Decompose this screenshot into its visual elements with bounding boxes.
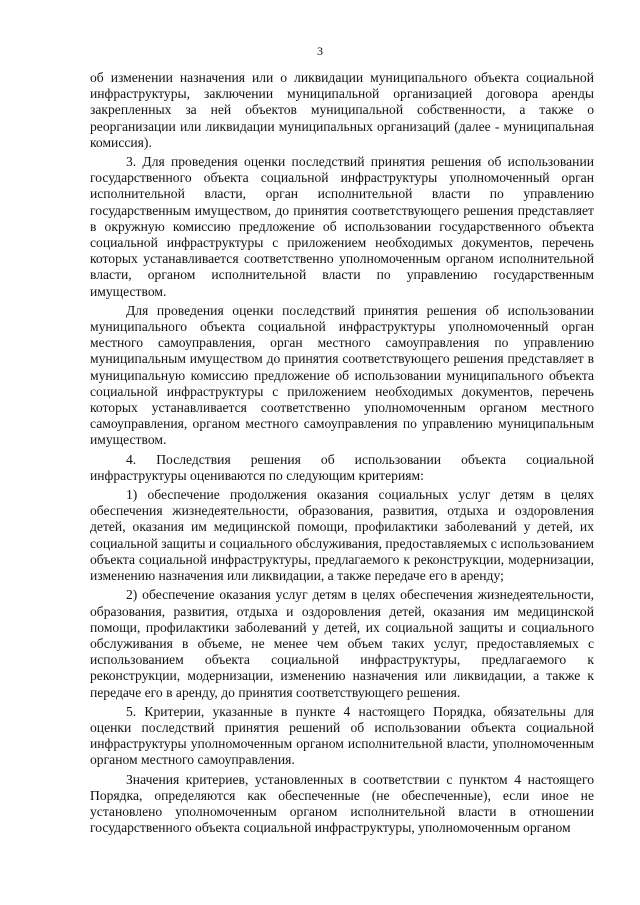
paragraph-continuation: об изменении назначения или о ликвидации муниципального объекта социальной инфраструктуры, заключении муниципальной организацией договора аренды закрепленных за ней объектов муниципальной собственности, а также о реорганизации или ликвидации муниципальных организаций (далее - муниципальная комиссия). [90, 70, 594, 150]
paragraph-item-5: 5. Критерии, указанные в пункте 4 настоящего Порядка, обязательны для оценки последствий принятия решений об использовании объекта социальной инфраструктуры уполномоченным органом исполнительной власти, уполномоченным органом местного самоуправления. [90, 703, 594, 768]
paragraph-item-4: 4. Последствия решения об использовании объекта социальной инфраструктуры оцениваются по следующим критериям: [90, 451, 594, 483]
document-body [90, 70, 594, 839]
paragraph-criterion-1: 1) обеспечение продолжения оказания социальных услуг детям в целях обеспечения жизнедеятельности, образования, развития, отдыха и оздоровления детей, оказания им медицинской помощи, профилактики заболеваний у детей, их социальной защиты и социального обслуживания, предоставляемых с использованием объекта социальной инфраструктуры, предлагаемого к реконструкции, модернизации, изменению назначения или ликвидации, а также передаче его в аренду; [90, 487, 594, 584]
page-number: 3 [317, 44, 323, 58]
paragraph-item-3-municipal: Для проведения оценки последствий принятия решения об использовании муниципального объекта социальной инфраструктуры уполномоченный орган местного самоуправления, орган местного самоуправления по управлению муниципальным имуществом до принятия соответствующего решения представляет в муниципальную комиссию предложение об использовании муниципального объекта социальной инфраструктуры с приложением необходимых документов, перечень которых устанавливается соответственно уполномоченным органом местного самоуправления, органом местного самоуправления по управлению муниципальным имуществом. [90, 302, 594, 448]
paragraph-item-3: 3. Для проведения оценки последствий принятия решения об использовании государственного объекта социальной инфраструктуры уполномоченный орган исполнительной власти, орган исполнительной власти по управлению государственным имуществом, до принятия соответствующего решения представляет в окружную комиссию предложение об использовании государственного объекта социальной инфраструктуры с приложением необходимых документов, перечень которых устанавливается соответственно уполномоченным органом исполнительной власти, органом исполнительной власти по управлению государственным имуществом. [90, 154, 594, 299]
paragraph-criteria-values: Значения критериев, установленных в соответствии с пунктом 4 настоящего Порядка, определяются как обеспеченные (не обеспеченные), если иное не установлено уполномоченным органом исполнительной власти в отношении государственного объекта социальной инфраструктуры, уполномоченным органом [90, 771, 594, 836]
paragraph-criterion-2: 2) обеспечение оказания услуг детям в целях обеспечения жизнедеятельности, образования, развития, отдыха и оздоровления детей, оказания им медицинской помощи, профилактики заболеваний у детей, их социальной защиты и социального обслуживания в объеме, не менее чем объем таких услуг, предоставляемых с использованием объекта социальной инфраструктуры, предлагаемого к реконструкции, модернизации, изменению назначения или ликвидации, а также к передаче его в аренду, до принятия соответствующего решения. [90, 587, 594, 700]
